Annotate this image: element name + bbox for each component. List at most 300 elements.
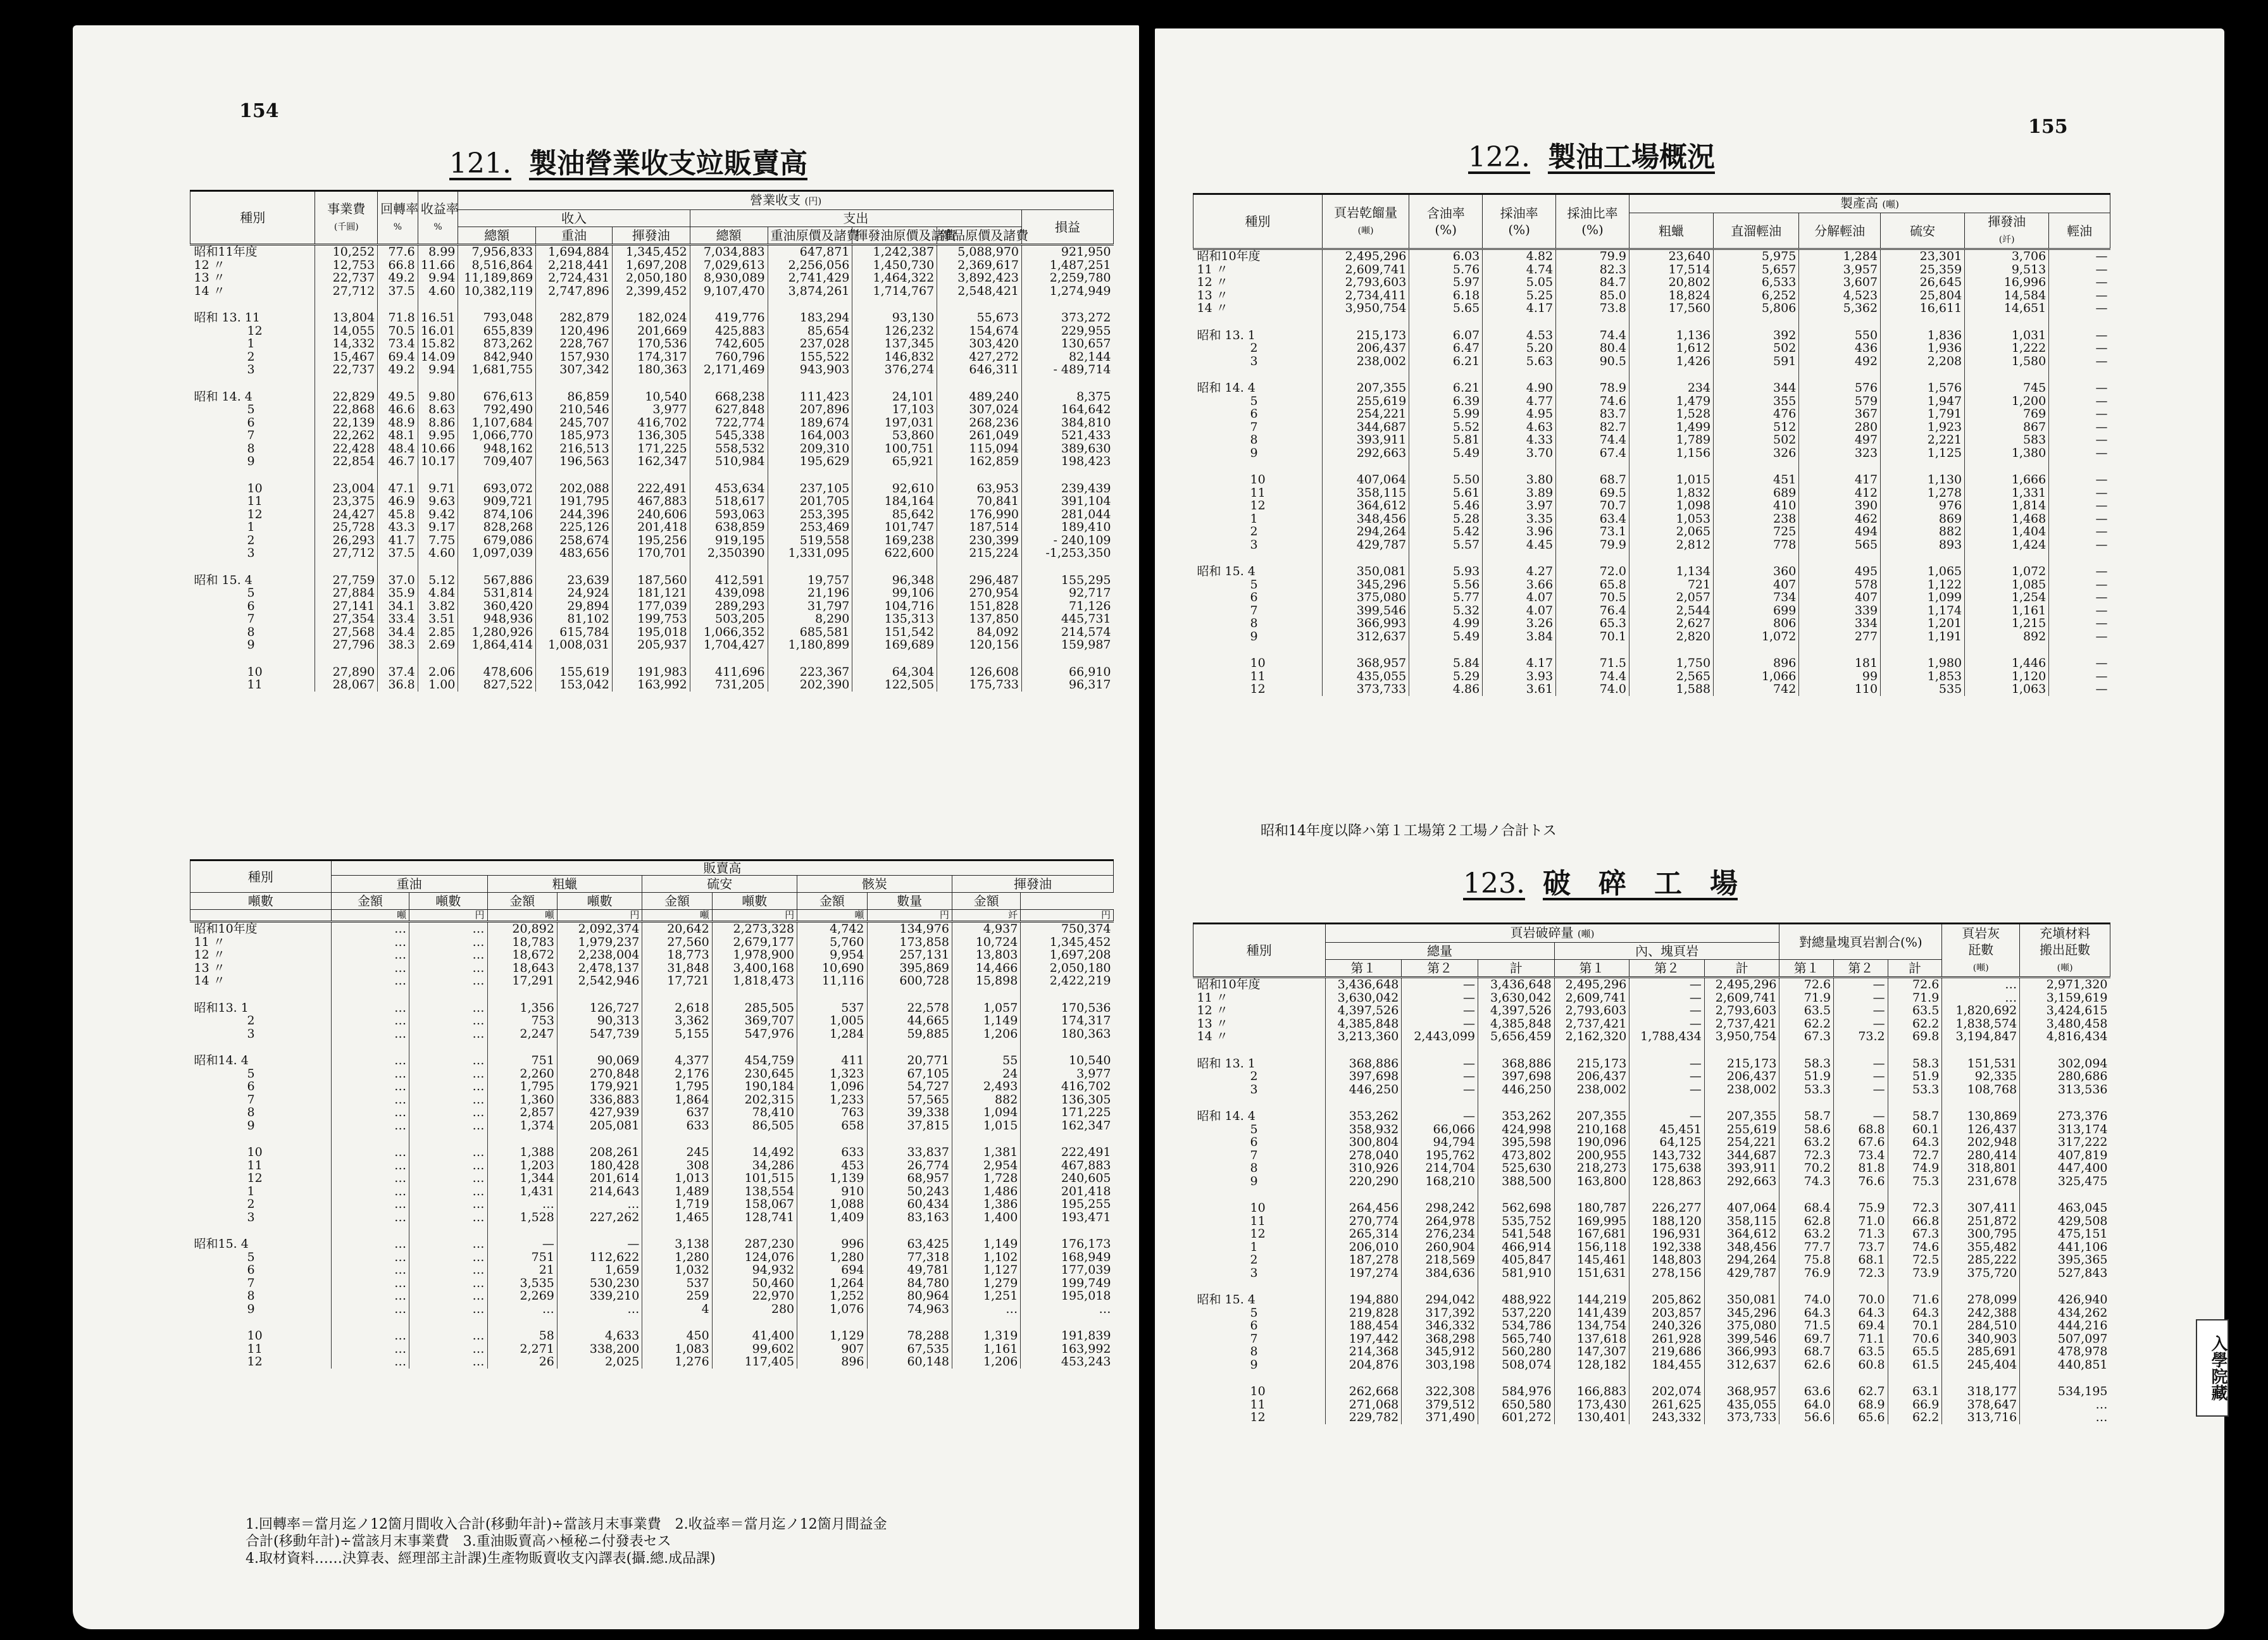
table-cell: 364,612 xyxy=(1704,1227,1779,1241)
table-cell: 27,890 xyxy=(315,666,378,679)
table-cell: 176,990 xyxy=(937,508,1022,521)
table-cell: 67.3 xyxy=(1779,1030,1834,1043)
table-cell: 99,106 xyxy=(852,587,937,600)
spacer-cell xyxy=(1704,1371,1779,1385)
table-row xyxy=(190,521,1114,534)
table-cell: 73.4 xyxy=(378,337,418,351)
spacer-cell xyxy=(797,1040,867,1054)
table-cell: … xyxy=(331,1067,409,1081)
t122-kl-unit: (竏) xyxy=(1998,235,2015,245)
table-cell: 344 xyxy=(1714,382,1799,395)
table-cell: … xyxy=(409,948,487,962)
table-cell: … xyxy=(409,936,487,949)
table-cell: 3,950,754 xyxy=(1322,302,1409,315)
table-cell: 201,614 xyxy=(557,1172,642,1185)
table-cell: 345,912 xyxy=(1402,1345,1478,1358)
table-cell: 1,323 xyxy=(797,1067,867,1081)
table-cell: 445,731 xyxy=(1022,612,1114,626)
table-cell: 169,689 xyxy=(852,638,937,652)
table-cell: 2,724,431 xyxy=(536,271,613,285)
table-cell: 270,848 xyxy=(557,1067,642,1081)
table-cell: 358,932 xyxy=(1325,1123,1402,1136)
table-cell: 4.63 xyxy=(1483,421,1556,434)
table-cell: … xyxy=(557,1303,642,1316)
table-cell: 753 xyxy=(487,1014,557,1028)
table-cell: 1,331,095 xyxy=(768,547,852,560)
spacer-row xyxy=(1193,1371,2110,1385)
table-cell: 195,255 xyxy=(1021,1198,1114,1211)
table-cell: 27,759 xyxy=(315,574,378,587)
table-cell: 173,858 xyxy=(867,936,952,949)
table-cell: 242,388 xyxy=(1942,1307,2020,1320)
table-cell: 1,666 xyxy=(1965,473,2049,487)
spacer-cell xyxy=(331,1132,409,1146)
table-cell: 154,674 xyxy=(937,325,1022,338)
table-cell: 11,189,869 xyxy=(458,271,536,285)
table-row xyxy=(1193,512,2110,526)
table-cell: 5,760 xyxy=(797,936,867,949)
spacer-row xyxy=(190,560,1114,574)
table-cell: 4.60 xyxy=(418,285,458,298)
table-cell: 180,363 xyxy=(1021,1028,1114,1041)
table-cell: 9,107,470 xyxy=(690,285,768,298)
table-cell: 5.29 xyxy=(1409,670,1483,683)
row-label: 10 xyxy=(247,1145,263,1159)
table-cell: 1,426 xyxy=(1629,355,1714,368)
table-cell: 22,578 xyxy=(867,1002,952,1015)
table-cell: 16.51 xyxy=(418,311,458,325)
table-row xyxy=(1193,499,2110,512)
table-cell: 1,201 xyxy=(1881,617,1965,630)
table-cell: — xyxy=(2049,289,2110,302)
table-cell: 307,411 xyxy=(1942,1202,2020,1215)
table-cell: 360,420 xyxy=(458,600,536,613)
table-cell: 2,609,741 xyxy=(1554,991,1629,1005)
table-cell: 2,162,320 xyxy=(1554,1030,1629,1043)
table-cell: 348,456 xyxy=(1322,512,1409,526)
table-cell: 72.6 xyxy=(1888,978,1942,991)
table-row xyxy=(1193,565,2110,578)
table-cell: 1,788,434 xyxy=(1629,1030,1705,1043)
spacer-cell xyxy=(1409,459,1483,473)
table-cell: 1,264 xyxy=(797,1277,867,1290)
table-cell: — xyxy=(1402,1070,1478,1083)
table-cell: 3,977 xyxy=(1021,1067,1114,1081)
table-cell: 519,558 xyxy=(768,534,852,547)
table-cell: 80,964 xyxy=(867,1289,952,1303)
spacer-cell xyxy=(536,297,613,311)
table-cell: 147,307 xyxy=(1554,1345,1629,1358)
table-cell: 600,728 xyxy=(867,974,952,988)
table-cell: 11,116 xyxy=(797,974,867,988)
row-label: 昭和 14. 4 xyxy=(1197,381,1256,395)
spacer-cell xyxy=(1629,1188,1705,1202)
table-cell: 368,957 xyxy=(1322,657,1409,670)
table-cell: 64,304 xyxy=(852,666,937,679)
table-cell: 5.93 xyxy=(1409,565,1483,578)
table-row xyxy=(1193,433,2110,447)
table-cell: 1.00 xyxy=(418,678,458,692)
table-cell: 1,057 xyxy=(952,1002,1020,1015)
table-cell: 280,686 xyxy=(2020,1070,2110,1083)
table-cell: … xyxy=(331,1211,409,1224)
table-cell: 1,139 xyxy=(797,1172,867,1185)
table-cell: 919,195 xyxy=(690,534,768,547)
table-cell: 3,957 xyxy=(1799,263,1881,276)
table-row xyxy=(190,974,1114,988)
table-cell: 155,619 xyxy=(536,666,613,679)
table-cell: 19,757 xyxy=(768,574,852,587)
table-cell: 260,904 xyxy=(1402,1241,1478,1254)
table-cell: 2,609,741 xyxy=(1322,263,1409,276)
table-cell: 1,331 xyxy=(1965,487,2049,500)
t123-col-kind: 種別 xyxy=(1193,924,1326,978)
table-cell: 270,954 xyxy=(937,587,1022,600)
t122-col-ratio-unit: (%) xyxy=(1581,222,1604,237)
table-cell: 101,747 xyxy=(852,521,937,534)
t122-col-prod-label: 製產高 xyxy=(1840,196,1878,211)
spacer-cell xyxy=(1478,1371,1555,1385)
table-cell: 5.42 xyxy=(1409,525,1483,538)
table-cell: 171,225 xyxy=(612,442,690,456)
table-cell: 345,296 xyxy=(1704,1307,1779,1320)
table-cell: 5.46 xyxy=(1409,499,1483,512)
table-cell: 16,611 xyxy=(1881,302,1965,315)
table-cell: 151,631 xyxy=(1554,1267,1629,1280)
table-row xyxy=(190,1198,1114,1211)
spacer-cell xyxy=(487,1132,557,1146)
table-cell: — xyxy=(487,1238,557,1251)
table-row xyxy=(190,1067,1114,1081)
table-cell: 4.99 xyxy=(1409,617,1483,630)
table-cell: 2,618 xyxy=(642,1002,712,1015)
table-cell: 292,663 xyxy=(1704,1175,1779,1188)
spacer-cell xyxy=(1779,1279,1834,1293)
table-row xyxy=(1193,1385,2110,1398)
table-cell: 368,957 xyxy=(1704,1385,1779,1398)
table-cell: 5.97 xyxy=(1409,276,1483,289)
table-cell: … xyxy=(331,1198,409,1211)
spacer-cell xyxy=(1556,315,1629,329)
sales-subcol-3: 金額 xyxy=(487,893,557,910)
table-cell: 8.86 xyxy=(418,416,458,430)
table-row xyxy=(190,1211,1114,1224)
table-cell: 124,076 xyxy=(712,1251,797,1264)
spacer-cell xyxy=(1942,1279,2020,1293)
spacer-cell xyxy=(1714,643,1799,657)
table-row xyxy=(190,1185,1114,1198)
table-cell: 68.1 xyxy=(1834,1253,1888,1267)
table-cell: 397,698 xyxy=(1478,1070,1555,1083)
table-cell: 60,434 xyxy=(867,1198,952,1211)
table-cell: 679,086 xyxy=(458,534,536,547)
table-cell: 144,219 xyxy=(1554,1293,1629,1307)
table-cell: 137,850 xyxy=(937,612,1022,626)
t123-subcol-8: 計 xyxy=(1888,960,1942,978)
table-cell: 72.3 xyxy=(1779,1149,1834,1162)
table-cell: 627,848 xyxy=(690,403,768,416)
table-row xyxy=(1193,329,2110,342)
spacer-cell xyxy=(1881,315,1965,329)
table-cell: 37.5 xyxy=(378,285,418,298)
table-row xyxy=(190,1002,1114,1015)
table-cell: 446,250 xyxy=(1325,1083,1402,1096)
table-cell: 745 xyxy=(1965,382,2049,395)
table-row xyxy=(1193,263,2110,276)
table-cell: 101,515 xyxy=(712,1172,797,1185)
spacer-cell xyxy=(1881,551,1965,565)
table-cell: 74.0 xyxy=(1556,683,1629,696)
table-cell: 190,184 xyxy=(712,1080,797,1093)
table-cell: 397,698 xyxy=(1325,1070,1402,1083)
table-cell: 255,619 xyxy=(1322,395,1409,408)
table-cell: -1,253,350 xyxy=(1022,547,1114,560)
table-121-income-expense xyxy=(190,190,1114,692)
table-cell: 253,469 xyxy=(768,521,852,534)
table-cell: 709,407 xyxy=(458,455,536,468)
table-cell: 407,819 xyxy=(2020,1149,2110,1162)
sales-unit-5: 円 xyxy=(712,910,797,922)
table-cell: — xyxy=(1629,1057,1705,1071)
sales-unit-9: 円 xyxy=(1021,910,1114,922)
table-cell: 2,679,177 xyxy=(712,936,797,949)
table-cell: 317,222 xyxy=(2020,1136,2110,1149)
table-cell: 1,065 xyxy=(1881,565,1965,578)
table-cell: 179,921 xyxy=(557,1080,642,1093)
table-cell: 943,903 xyxy=(768,363,852,376)
row-label: 3 xyxy=(247,1210,255,1224)
table-cell: 3,159,619 xyxy=(2020,991,2110,1005)
spacer-cell xyxy=(190,652,315,666)
t121-subcol-3: 總額 xyxy=(690,227,768,245)
table-cell: 921,950 xyxy=(1022,245,1114,259)
table-cell: 4.60 xyxy=(418,547,458,560)
table-cell: 1,127 xyxy=(952,1264,1020,1277)
table-cell: 647,871 xyxy=(768,245,852,259)
table-cell: 23,301 xyxy=(1881,249,1965,263)
spacer-cell xyxy=(190,988,332,1002)
table-cell: 10,724 xyxy=(952,936,1020,949)
spacer-cell xyxy=(378,376,418,390)
table-row xyxy=(1193,1332,2110,1346)
table-cell: 407,064 xyxy=(1704,1202,1779,1215)
table-cell: 76.9 xyxy=(1779,1267,1834,1280)
table-123-title: 123. 破 碎 工 場 xyxy=(1463,867,1738,900)
table-row xyxy=(1193,1345,2110,1358)
table-cell: 722,774 xyxy=(690,416,768,430)
table-cell: — xyxy=(2049,512,2110,526)
table-cell: 215,173 xyxy=(1704,1057,1779,1071)
table-cell: 1,203 xyxy=(487,1159,557,1172)
table-cell: 1,242,387 xyxy=(852,245,937,259)
spacer-cell xyxy=(797,1315,867,1329)
spacer-cell xyxy=(797,1132,867,1146)
table-row xyxy=(1193,382,2110,395)
table-cell: 164,003 xyxy=(768,429,852,442)
t123-subcol-1: 第２ xyxy=(1402,960,1478,978)
col-group xyxy=(458,191,1114,210)
table-cell: 14.09 xyxy=(418,351,458,364)
table-cell: 10,690 xyxy=(797,962,867,975)
table-cell: 537,220 xyxy=(1478,1307,1555,1320)
table-cell: 112,622 xyxy=(557,1251,642,1264)
table-cell: 78,288 xyxy=(867,1329,952,1343)
table-cell: 70.2 xyxy=(1779,1162,1834,1175)
table-cell: 378,647 xyxy=(1942,1398,2020,1412)
table-cell: 25,359 xyxy=(1881,263,1965,276)
table-cell: 128,741 xyxy=(712,1211,797,1224)
table-cell: 366,993 xyxy=(1704,1345,1779,1358)
table-cell: 508,074 xyxy=(1478,1358,1555,1372)
table-cell: 292,663 xyxy=(1322,447,1409,460)
table-cell: 216,513 xyxy=(536,442,613,456)
table-row xyxy=(190,1028,1114,1041)
table-cell: 547,739 xyxy=(557,1028,642,1041)
sales-cat-4: 揮發油 xyxy=(952,876,1113,893)
table-cell: 6,533 xyxy=(1714,276,1799,289)
table-cell: 187,560 xyxy=(612,574,690,587)
table-cell: 550 xyxy=(1799,329,1881,342)
table-cell: 5.84 xyxy=(1409,657,1483,670)
table-cell: 22,428 xyxy=(315,442,378,456)
table-cell: — xyxy=(1629,1083,1705,1096)
t122-subcol-3: 硫安 xyxy=(1881,213,1965,249)
table-cell: 388,500 xyxy=(1478,1175,1555,1188)
table-cell: 8,516,864 xyxy=(458,259,536,272)
table-cell: 72.5 xyxy=(1888,1253,1942,1267)
sales-cat-0: 重油 xyxy=(331,876,487,893)
table-cell: 1,446 xyxy=(1965,657,2049,670)
row-label: 2 xyxy=(247,1197,255,1211)
table-cell: 1,374 xyxy=(487,1119,557,1133)
table-cell: 1,280,926 xyxy=(458,626,536,639)
table-cell: 1,066,352 xyxy=(690,626,768,639)
table-cell: 218,569 xyxy=(1402,1253,1478,1267)
t123-subcol-4: 第２ xyxy=(1629,960,1705,978)
table-cell: 308 xyxy=(642,1159,712,1172)
row-label: 7 xyxy=(247,428,255,442)
table-cell: 6.07 xyxy=(1409,329,1483,342)
table-cell: 1,344 xyxy=(487,1172,557,1185)
spacer-cell xyxy=(1325,1043,1402,1057)
table-cell: 231,678 xyxy=(1942,1175,2020,1188)
sales-cat-2: 硫安 xyxy=(642,876,797,893)
table-cell: 1,580 xyxy=(1965,355,2049,368)
table-cell: 10,540 xyxy=(1021,1054,1114,1067)
table-cell: 1,279 xyxy=(952,1277,1020,1290)
table-cell: — xyxy=(2049,565,2110,578)
table-cell: 4,385,848 xyxy=(1478,1017,1555,1031)
t122-col-prod-unit: (噸) xyxy=(1882,199,1900,210)
table-cell: 251,872 xyxy=(1942,1215,2020,1228)
table-cell: 1,838,574 xyxy=(1942,1017,2020,1031)
row-label: 2 xyxy=(1250,1069,1258,1083)
table-cell: 163,992 xyxy=(612,678,690,692)
spacer-cell xyxy=(1021,1315,1114,1329)
table-cell: 163,992 xyxy=(1021,1343,1114,1356)
table-cell: 5.76 xyxy=(1409,263,1483,276)
row-label: 7 xyxy=(1250,603,1258,618)
table-cell: 1,319 xyxy=(952,1329,1020,1343)
t123-subcol-5: 計 xyxy=(1704,960,1779,978)
table-cell: 174,317 xyxy=(1021,1014,1114,1028)
table-cell: 2,812 xyxy=(1629,538,1714,552)
table-cell: … xyxy=(331,1093,409,1107)
t122-subcol-0: 粗蠟 xyxy=(1629,213,1714,249)
table-cell: 285,505 xyxy=(712,1002,797,1015)
table-cell: 545,338 xyxy=(690,429,768,442)
table-cell: 68,957 xyxy=(867,1172,952,1185)
row-label: 6 xyxy=(1250,1135,1258,1149)
spacer-row xyxy=(1193,368,2110,382)
table-cell: 268,236 xyxy=(937,416,1022,430)
table-row xyxy=(190,666,1114,679)
table-cell: 1,836 xyxy=(1881,329,1965,342)
table-cell: 373,733 xyxy=(1322,683,1409,696)
table-cell: 65,921 xyxy=(852,455,937,468)
spacer-cell xyxy=(1409,315,1483,329)
spacer-cell xyxy=(1022,468,1114,482)
table-cell: 271,068 xyxy=(1325,1398,1402,1412)
table-cell: 72.0 xyxy=(1556,565,1629,578)
table-cell: 245 xyxy=(642,1146,712,1159)
row-label: 12 xyxy=(1250,1410,1266,1424)
table-cell: 4.45 xyxy=(1483,538,1556,552)
table-cell: 560,280 xyxy=(1478,1345,1555,1358)
table-cell: 399,546 xyxy=(1704,1332,1779,1346)
table-cell: 175,733 xyxy=(937,678,1022,692)
table-cell: 453 xyxy=(797,1159,867,1172)
table-cell: … xyxy=(409,1067,487,1081)
table-cell: 10,252 xyxy=(315,245,378,259)
table-cell: 4,397,526 xyxy=(1325,1004,1402,1017)
t122-col-extract-label: 採油率 xyxy=(1500,206,1538,221)
table-cell: 5.77 xyxy=(1409,591,1483,604)
spacer-cell xyxy=(867,1224,952,1238)
table-cell: — xyxy=(2049,670,2110,683)
table-cell: 72.3 xyxy=(1888,1202,1942,1215)
spacer-cell xyxy=(1409,551,1483,565)
table-cell: 1,381 xyxy=(952,1146,1020,1159)
table-cell: 4.95 xyxy=(1483,407,1556,421)
table-cell: 1,066,770 xyxy=(458,429,536,442)
table-cell: 909,721 xyxy=(458,495,536,508)
sales-unit-4: 噸 xyxy=(642,910,712,922)
spacer-cell xyxy=(1834,1188,1888,1202)
t123-col-inner: 內、塊頁岩 xyxy=(1554,943,1779,960)
table-cell: 62.8 xyxy=(1779,1215,1834,1228)
table-row xyxy=(190,429,1114,442)
table-cell: … xyxy=(331,1264,409,1277)
spacer-cell xyxy=(1325,1279,1402,1293)
table-cell: … xyxy=(2020,1411,2110,1424)
table-cell: 367 xyxy=(1799,407,1881,421)
table-cell: 535,752 xyxy=(1478,1215,1555,1228)
t122-subcol-1: 直溜輕油 xyxy=(1714,213,1799,249)
table-row xyxy=(1193,447,2110,460)
spacer-cell xyxy=(1629,551,1714,565)
row-label: 9 xyxy=(1250,1174,1258,1188)
t123-col-fill xyxy=(2020,924,2110,978)
table-cell: 2,741,429 xyxy=(768,271,852,285)
table-cell: … xyxy=(409,1159,487,1172)
table-cell: 1,979,237 xyxy=(557,936,642,949)
row-label: 5 xyxy=(1250,394,1258,408)
table-cell: … xyxy=(409,1355,487,1369)
row-label: 2 xyxy=(1250,1253,1258,1267)
table-cell: 137,345 xyxy=(852,337,937,351)
table-cell: 296,487 xyxy=(937,574,1022,587)
